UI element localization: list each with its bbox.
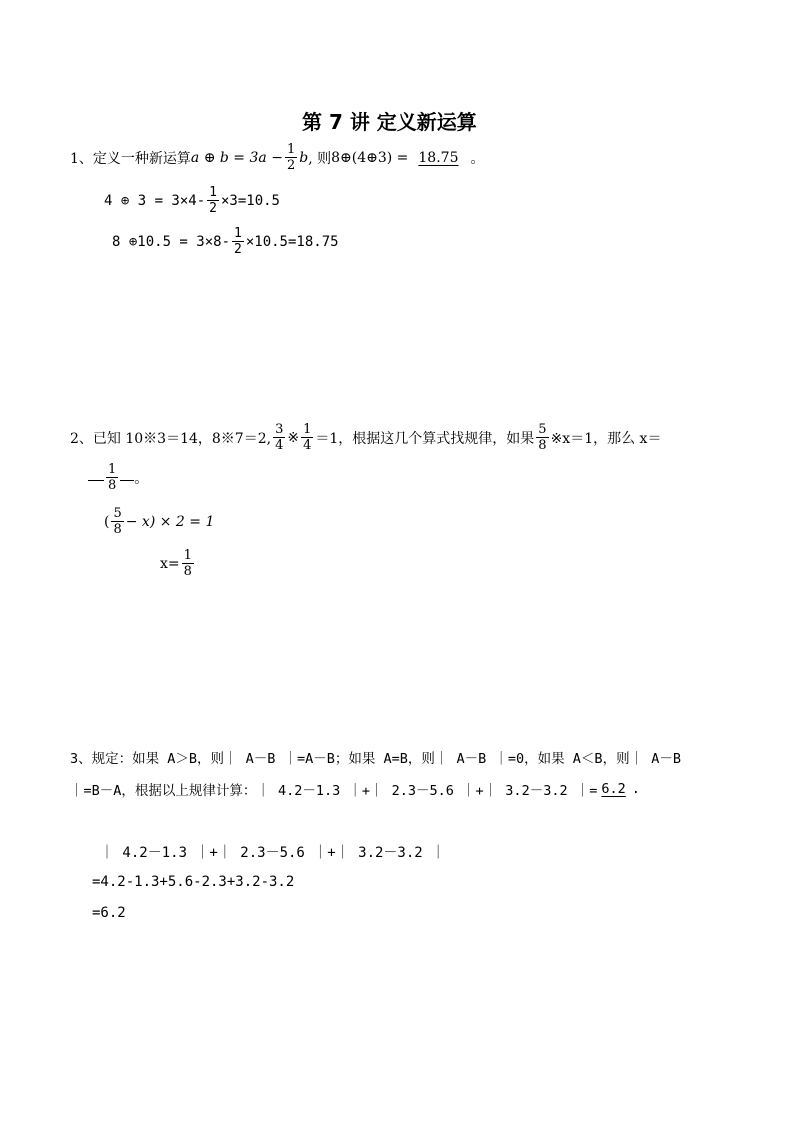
q2-f1-num: 3: [275, 422, 284, 437]
q2-x-fraction: [182, 548, 194, 579]
q1-step2-frac-num: 1: [234, 226, 242, 241]
q1-step2-left: 8 ⊕10.5 = 3×8-: [112, 233, 231, 250]
question-2: [70, 422, 661, 453]
q2-f1-den: 4: [275, 438, 284, 453]
q2-work-1: [104, 506, 214, 537]
q3-work-3: =6.2: [92, 905, 126, 921]
q2-work2-lhs: x=: [160, 555, 180, 572]
q2-operator: ※: [287, 429, 300, 446]
q1-step-2: [112, 226, 339, 257]
q1-step1-frac-num: 1: [209, 185, 217, 200]
q2-x-den: 8: [183, 564, 192, 579]
q2-fraction-3-4: [273, 422, 285, 453]
q1-step1-left: 4 ⊕ 3 = 3×4-: [104, 192, 206, 209]
q3-work-2: =4.2-1.3+5.6-2.3+3.2-3.2: [92, 874, 295, 890]
q3-work-1: ｜ 4.2－1.3 ｜+｜ 2.3－5.6 ｜+｜ 3.2－3.2 ｜: [100, 845, 446, 861]
q1-step1-frac-den: 2: [209, 201, 217, 216]
q2-ans-den: 8: [108, 478, 117, 493]
page-title: 第 7 讲 定义新运算: [302, 110, 477, 134]
q1-fraction: [285, 142, 297, 173]
q2-work1-open: (: [104, 513, 110, 530]
q2-fraction-1-4: [301, 422, 313, 453]
q2-x-num: 1: [183, 548, 192, 563]
q3-line2-end: .: [631, 781, 640, 797]
q1-definition: a ⊕ b = 3a −: [190, 149, 283, 166]
q2-answer-blank-right: [120, 480, 134, 481]
q2-work1-rest: − x) × 2 = 1: [125, 513, 215, 530]
q2-answer-line: [88, 462, 148, 493]
q2-answer-blank-left: [88, 480, 104, 481]
q2-line1-a: 2、已知 10※3＝14，8※7＝2,: [70, 430, 272, 447]
q2-work-fraction: [111, 506, 123, 537]
q2-line1-b: ＝1，根据这几个算式找规律，如果: [315, 430, 535, 447]
q1-def-b: b: [299, 149, 309, 166]
q1-step2-right: ×10.5=18.75: [245, 233, 339, 250]
q2-w-num: 5: [113, 506, 122, 521]
q2-f2-num: 1: [303, 422, 312, 437]
q1-step-1: [104, 185, 280, 216]
q1-end: 。: [470, 150, 485, 167]
q3-line2-text: ｜=B－A，根据以上规律计算：｜ 4.2－1.3 ｜+｜ 2.3－5.6 ｜+｜ 3.2－3.2 ｜=: [70, 783, 598, 799]
q1-mid: , 则: [308, 150, 332, 167]
question-1: [70, 142, 484, 173]
q1-expression: 8⊕(4⊕3) =: [331, 149, 409, 166]
q1-prefix: 1、定义一种新运算: [70, 150, 191, 167]
q3-answer: 6.2: [601, 781, 626, 797]
q3-line-2: [70, 779, 640, 799]
q1-step1-fraction: [207, 185, 219, 216]
q1-step2-fraction: [232, 226, 244, 257]
q1-frac-num: 1: [286, 142, 296, 157]
q2-fraction-5-8: [536, 422, 548, 453]
q1-frac-den: 2: [286, 158, 296, 173]
q2-f3-num: 5: [538, 422, 547, 437]
q2-f3-den: 8: [538, 438, 547, 453]
q2-w-den: 8: [113, 522, 122, 537]
q2-f2-den: 4: [303, 438, 312, 453]
q2-line1-c: ※x＝1，那么 x＝: [550, 430, 662, 447]
q3-line-1: 3、规定：如果 A＞B，则｜ A－B ｜=A－B；如果 A=B，则｜ A－B ｜=0，如果 A＜B，则｜ A－B: [70, 751, 681, 767]
q2-ans-num: 1: [108, 462, 117, 477]
q1-answer: 18.75: [418, 149, 459, 166]
q1-step2-frac-den: 2: [234, 242, 242, 257]
q2-work-2: [160, 548, 196, 579]
q1-step1-right: ×3=10.5: [220, 192, 280, 209]
q2-answer-fraction: [106, 462, 118, 493]
q2-answer-end: 。: [134, 470, 149, 487]
